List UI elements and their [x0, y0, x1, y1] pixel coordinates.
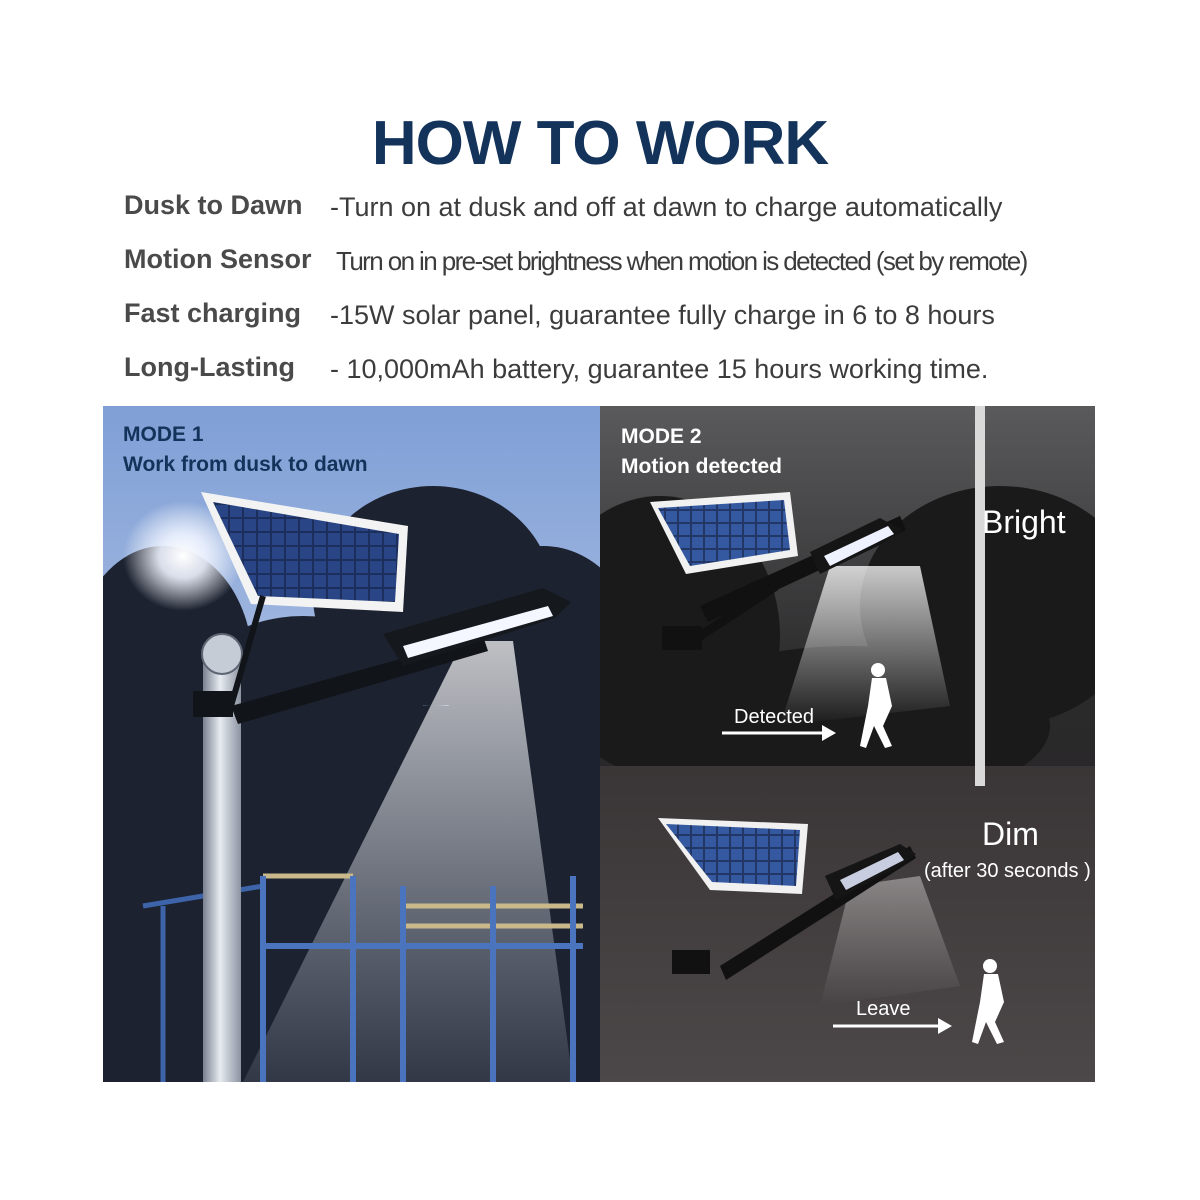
feature-description: Turn on in pre-set brightness when motion is detected (set by remote) — [336, 246, 1027, 276]
feature-description: -15W solar panel, guarantee fully charge in 6 to 8 hours — [330, 300, 995, 330]
dim-note: (after 30 seconds ) — [924, 860, 1091, 882]
feature-label: Dusk to Dawn — [124, 190, 303, 220]
feature-row-dusk-to-dawn — [124, 190, 1124, 230]
bright-label: Bright — [982, 504, 1066, 540]
feature-row-motion-sensor — [124, 244, 1124, 284]
feature-description: - 10,000mAh battery, guarantee 15 hours working time. — [330, 354, 989, 384]
mode1-caption — [123, 420, 368, 480]
feature-label: Long-Lasting — [124, 352, 295, 382]
dim-label: Dim — [982, 816, 1039, 852]
feature-row-long-lasting — [124, 352, 1124, 392]
feature-label: Motion Sensor — [124, 244, 312, 274]
mode2-subtitle: Motion detected — [621, 455, 782, 478]
feature-label: Fast charging — [124, 298, 302, 328]
leave-label: Leave — [856, 998, 911, 1020]
feature-row-fast-charging — [124, 298, 1124, 338]
mode1-title: MODE 1 — [123, 423, 204, 446]
mode1-subtitle: Work from dusk to dawn — [123, 453, 368, 476]
mode2-title: MODE 2 — [621, 425, 702, 448]
detected-label: Detected — [734, 706, 815, 728]
page-title: HOW TO WORK — [371, 109, 829, 178]
mode1-scene-image — [103, 406, 600, 1082]
mode1-panel — [103, 406, 600, 1082]
feature-description: -Turn on at dusk and off at dawn to charge automatically — [330, 192, 1003, 222]
mode2-caption — [621, 422, 782, 482]
mode2-panel — [600, 406, 1095, 1082]
